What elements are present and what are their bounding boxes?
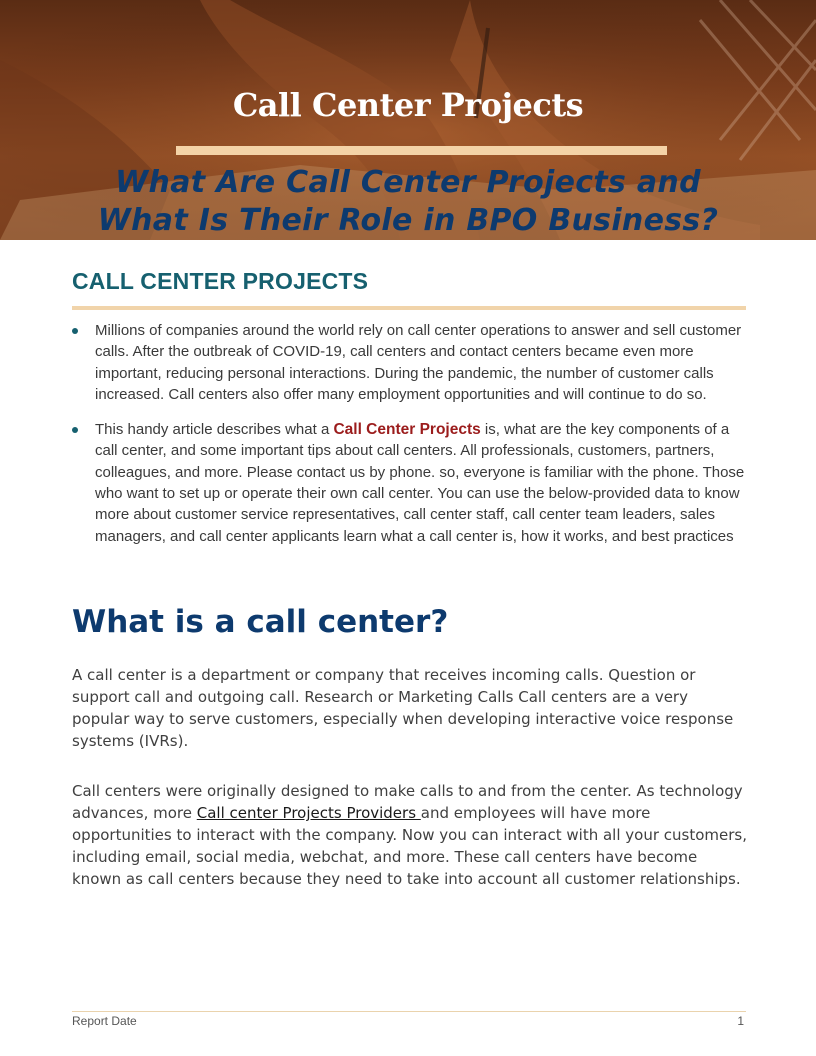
subtitle-line-1: What Are Call Center Projects and	[115, 165, 701, 200]
bullet-icon	[72, 328, 78, 334]
bullet-text-end: is, what are the key components of a call center, and some important tips about call centers. All professionals, customers, partners, colleagues, and more. Please contact us by phone. so, everyone is familiar with the phone. Those who want to set up or operate their own call center. You can use the below-provided data to know more about customer service representatives, call center staff, call center team leaders, sales managers, and call center applicants learn what a call center is, how it works, and best practices	[95, 421, 745, 545]
paragraph: A call center is a department or company that receives incoming calls. Question or support call and outgoing call. Research or Marketing Calls Call centers are a very popular way to serve customers, especially when developing interactive voice response systems (IVRs).	[72, 666, 734, 750]
bullet-text-start: This handy article describes what a	[95, 421, 334, 439]
bullet-list	[72, 320, 752, 561]
hero-banner	[0, 0, 816, 240]
paragraph	[72, 780, 748, 890]
section-divider	[72, 306, 746, 310]
document-title: Call Center Projects	[232, 86, 584, 124]
providers-link[interactable]: Call center Projects Providers	[196, 804, 421, 822]
paragraph-text-start: Call centers were originally designed to make calls to and from the center. As technology advances, more	[72, 782, 743, 822]
paragraph-text-end: and employees will have more opportunities to interact with the company. Now you can interact with all your customers, including email, social media, webchat, and more. These call centers have become known as call centers because they need to take into account all customer relationships.	[72, 804, 747, 888]
footer-report-date: Report Date	[72, 1014, 137, 1028]
call-center-heading: What is a call center?	[72, 604, 449, 640]
page-number: 1	[737, 1014, 744, 1028]
bullet-text: Millions of companies around the world rely on call center operations to answer and sell customer calls. After the outbreak of COVID-19, call centers and contact centers became even more important, reducing personal interactions. During the pandemic, the number of customer calls increased. Call centers also offer many employment opportunities and will continue to do so.	[95, 322, 742, 403]
title-divider	[176, 146, 667, 155]
call-center-projects-link[interactable]: Call Center Projects	[333, 421, 481, 439]
bullet-item	[72, 419, 752, 547]
document-subtitle	[20, 164, 796, 240]
bullet-item	[72, 320, 752, 405]
subtitle-line-2: What Is Their Role in BPO Business?	[97, 203, 719, 238]
footer-divider	[72, 1011, 746, 1012]
bullet-icon	[72, 427, 78, 433]
section-heading: CALL CENTER PROJECTS	[72, 268, 369, 294]
